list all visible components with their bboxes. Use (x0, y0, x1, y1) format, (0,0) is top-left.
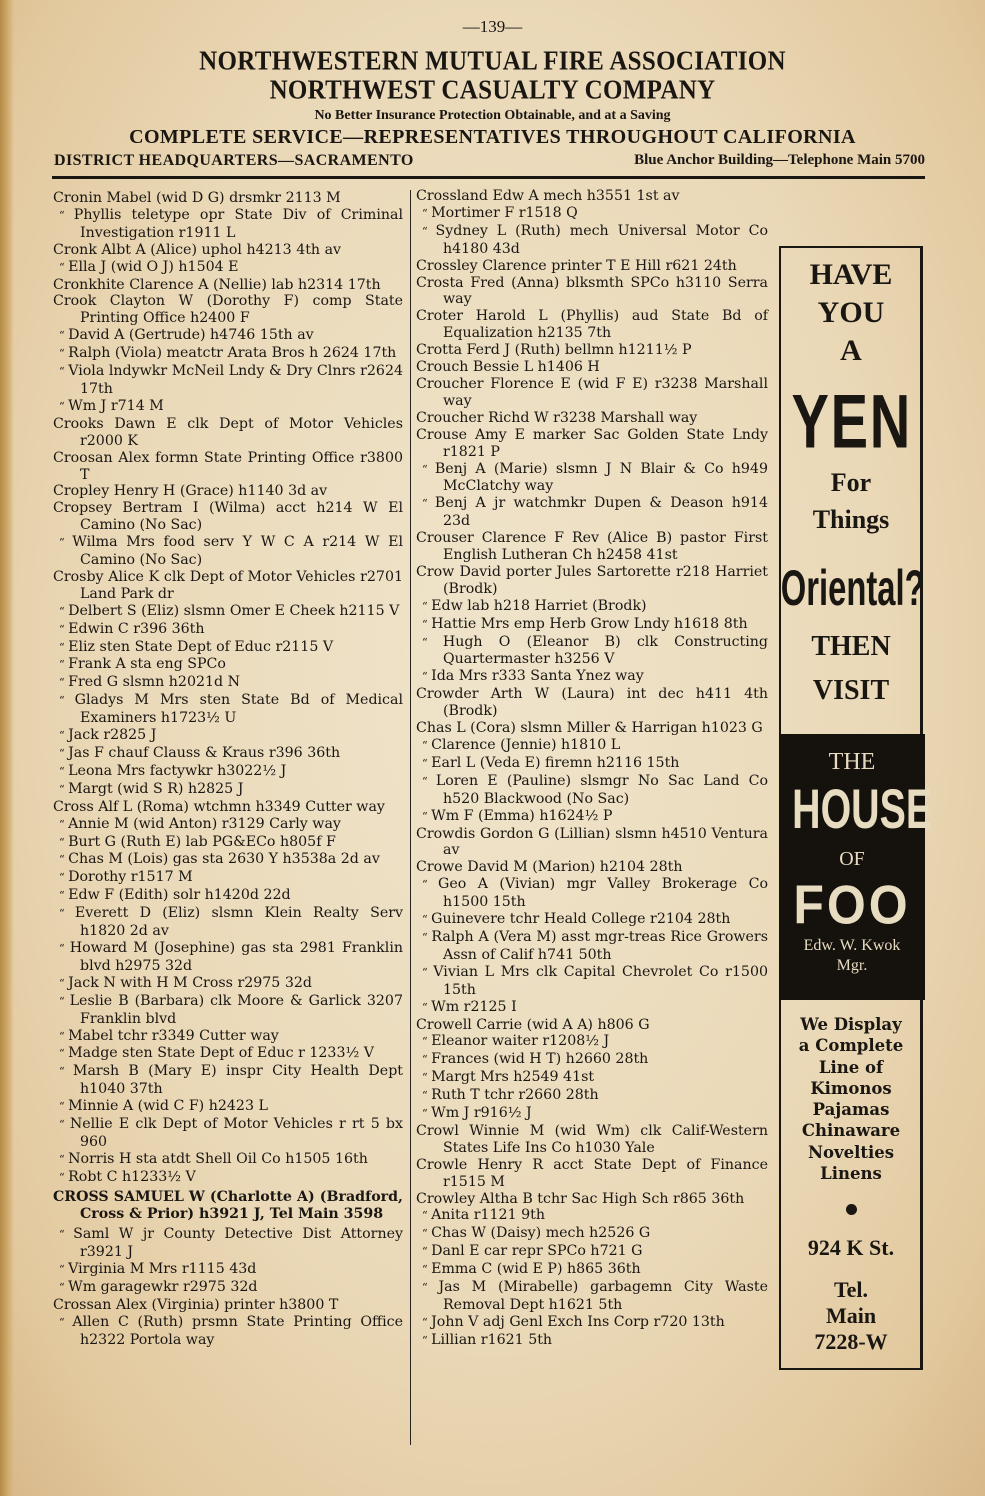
directory-entry-sub: “ Madge sten State Dept of Educ r 1233½ V (53, 1045, 403, 1063)
header-district: DISTRICT HEADQUARTERS—SACRAMENTO (54, 152, 414, 169)
ad-phone-number: 7228-W (814, 1329, 888, 1355)
header-company-1: NORTHWESTERN MUTUAL FIRE ASSOCIATION (199, 46, 786, 77)
ad-display-line: Pajamas (812, 1100, 890, 1120)
ad-for: For (830, 468, 872, 497)
directory-entry-sub: “ Wilma Mrs food serv Y W C A r214 W El Camino (No Sac) (53, 534, 403, 569)
directory-entry: Croter Harold L (Phyllis) aud State Bd of Equalization h2135 7th (416, 308, 768, 342)
bullet-icon (846, 1204, 857, 1215)
ad-foo: FOO (793, 874, 911, 936)
directory-entry: Croosan Alex formn State Printing Office r3800 T (53, 449, 403, 483)
directory-entry: Crooks Dawn E clk Dept of Motor Vehicles r2000 K (53, 415, 403, 449)
ad-of: OF (839, 848, 865, 870)
directory-entry: Crotta Ferd J (Ruth) bellmn h1211½ P (416, 342, 692, 359)
directory-entry: Cropsey Bertram I (Wilma) acct h214 W El Camino (No Sac) (53, 500, 403, 534)
directory-entry-sub: “ Norris H sta atdt Shell Oil Co h1505 16th (53, 1151, 403, 1169)
directory-entry: Crowley Altha B tchr Sac High Sch r865 36th (416, 1190, 745, 1207)
directory-entry-sub: “ Guinevere tchr Heald College r2104 28th (416, 911, 768, 929)
directory-entry-sub: “ Ruth T tchr r2660 28th (416, 1087, 768, 1105)
directory-entry-sub: “ Earl L (Veda E) firemn h2116 15th (416, 755, 768, 773)
directory-entry-sub: “ Saml W jr County Detective Dist Attorney r3921 J (53, 1226, 403, 1261)
directory-entry-sub: “ Burt G (Ruth E) lab PG&ECo h805f F (53, 834, 403, 852)
column-divider (410, 190, 411, 1445)
directory-entry-sub: “ Dorothy r1517 M (53, 869, 403, 887)
directory-entry: Crossan Alex (Virginia) printer h3800 T (53, 1297, 339, 1314)
directory-entry: Crossley Clarence printer T E Hill r621 24th (416, 257, 737, 274)
directory-entry-sub: “ Clarence (Jennie) h1810 L (416, 737, 768, 755)
directory-entry: Cronin Mabel (wid D G) drsmkr 2113 M (53, 190, 341, 206)
directory-entry-sub: “ Robt C h1233½ V (53, 1169, 403, 1187)
directory-entry-sub: “ Eliz sten State Dept of Educ r2115 V (53, 639, 403, 657)
directory-entry: Crook Clayton W (Dorothy F) comp State Printing Office h2400 F (53, 293, 403, 327)
ad-the: THE (828, 749, 876, 775)
ad-a: A (840, 334, 862, 367)
directory-entry-sub: “ Emma C (wid E P) h865 36th (416, 1261, 768, 1279)
directory-entry: Cronkhite Clarence A (Nellie) lab h2314 17th (53, 276, 381, 293)
ad-headline (780, 256, 925, 708)
directory-entry: Crowle Henry R acct State Dept of Finance r1515 M (416, 1156, 768, 1190)
directory-entry-sub: “ Danl E car repr SPCo h721 G (416, 1243, 768, 1261)
directory-entry: Crouser Clarence F Rev (Alice B) pastor First English Lutheran Ch h2458 41st (416, 530, 768, 564)
directory-entry: Crosta Fred (Anna) blksmth SPCo h3110 Serra way (416, 274, 768, 308)
ad-products (781, 1014, 921, 1355)
header-tagline: No Better Insurance Protection Obtainable, and at a Saving (314, 108, 671, 123)
directory-entry-sub: “ Ella J (wid O J) h1504 E (53, 259, 403, 277)
ad-then: THEN (811, 631, 891, 662)
directory-entry-sub: “ Margt Mrs h2549 41st (416, 1069, 768, 1087)
directory-entry-sub: “ Fred G slsmn h2021d N (53, 674, 403, 692)
directory-entry-sub: “ David A (Gertrude) h4746 15th av (53, 327, 403, 345)
directory-entry-sub: “ John V adj Genl Exch Ins Corp r720 13th (416, 1314, 768, 1332)
ad-manager-title: Mgr. (836, 957, 868, 974)
directory-entry-sub: “ Ida Mrs r333 Santa Ynez way (416, 668, 768, 686)
ad-display-line: We Display (800, 1015, 902, 1034)
directory-entry-sub: “ Jas M (Mirabelle) garbagemn City Waste Removal Dept h1621 5th (416, 1279, 768, 1314)
advertisement-house-of-foo (779, 246, 933, 1370)
ad-house: HOUSE (792, 779, 933, 841)
directory-column-left (53, 190, 403, 1349)
directory-entry-sub: “ Edw lab h218 Harriet (Brodk) (416, 598, 768, 616)
directory-entry-sub: “ Virginia M Mrs r1115 43d (53, 1261, 403, 1279)
ad-display-line: Novelties (807, 1142, 895, 1162)
directory-entry-sub: “ Minnie A (wid C F) h2423 L (53, 1098, 403, 1116)
directory-entry-sub: “ Margt (wid S R) h2825 J (53, 781, 403, 799)
ad-things: Things (812, 505, 890, 534)
directory-entry-sub: “ Jack N with H M Cross r2975 32d (53, 975, 403, 993)
directory-entry: Chas L (Cora) slsmn Miller & Harrigan h1023 G (416, 720, 763, 737)
directory-entry-sub: “ Vivian L Mrs clk Capital Chevrolet Co r1500 15th (416, 964, 768, 999)
directory-entry-sub: “ Anita r1121 9th (416, 1207, 768, 1225)
directory-entry: Crow David porter Jules Sartorette r218 Harriet (Brodk) (416, 563, 768, 597)
directory-entry-sub: “ Wm r2125 I (416, 999, 768, 1017)
directory-entry-sub: “ Eleanor waiter r1208½ J (416, 1033, 768, 1051)
ad-you: YOU (817, 296, 885, 329)
ad-tel-label: Tel. (833, 1277, 869, 1303)
directory-column-middle (416, 188, 768, 1350)
directory-entry-sub: “ Mortimer F r1518 Q (416, 205, 768, 223)
directory-entry-sub: “ Wm J r916½ J (416, 1105, 768, 1123)
directory-entry: Crouch Bessie L h1406 H (416, 359, 600, 376)
directory-entry-sub: “ Jas F chauf Clauss & Kraus r396 36th (53, 745, 403, 763)
ad-display-line: a Complete (798, 1036, 904, 1056)
directory-entry-sub: “ Jack r2825 J (53, 727, 403, 745)
directory-entry: Crouse Amy E marker Sac Golden State Lndy r1821 P (416, 426, 768, 460)
directory-entry-sub: “ Chas W (Daisy) mech h2526 G (416, 1225, 768, 1243)
directory-entry-sub: “ Frank A sta eng SPCo (53, 656, 403, 674)
directory-entry: Crowl Winnie M (wid Wm) clk Calif-Western States Life Ins Co h1030 Yale (416, 1122, 768, 1156)
header-address: Blue Anchor Building—Telephone Main 5700 (634, 152, 925, 168)
directory-entry: Cropley Henry H (Grace) h1140 3d av (53, 483, 328, 500)
ad-manager-name: Edw. W. Kwok (803, 937, 901, 954)
directory-entry-sub: “ Edwin C r396 36th (53, 621, 403, 639)
directory-entry: Cross Alf L (Roma) wtchmn h3349 Cutter way (53, 798, 385, 815)
directory-entry: Croucher Florence E (wid F E) r3238 Marshall way (416, 375, 768, 409)
ad-visit: VISIT (812, 675, 890, 706)
ad-display-line: Linens (820, 1164, 882, 1184)
directory-entry: Crossland Edw A mech h3551 1st av (416, 188, 680, 204)
directory-entry-sub: “ Hattie Mrs emp Herb Grow Lndy h1618 8th (416, 616, 768, 634)
directory-entry-sub: “ Gladys M Mrs sten State Bd of Medical Examiners h1723½ U (53, 692, 403, 727)
directory-entry-sub: “ Phyllis teletype opr State Div of Criminal Investigation r1911 L (53, 207, 403, 242)
page-edge-shadow (0, 0, 14, 1496)
directory-entry: Crowder Arth W (Laura) int dec h411 4th (Brodk) (416, 686, 768, 720)
directory-entry-sub: “ Lillian r1621 5th (416, 1332, 768, 1350)
directory-entry: Croucher Richd W r3238 Marshall way (416, 409, 698, 426)
directory-entry-sub: “ Geo A (Vivian) mgr Valley Brokerage Co h1500 15th (416, 876, 768, 911)
directory-entry: Crowe David M (Marion) h2104 28th (416, 859, 683, 876)
ad-display-line: Chinaware (801, 1121, 901, 1141)
directory-entry: Crowdis Gordon G (Lillian) slsmn h4510 Ventura av (416, 825, 768, 859)
directory-entry-sub: “ Loren E (Pauline) slsmgr No Sac Land Co h520 Blackwood (No Sac) (416, 773, 768, 808)
directory-entry-sub: “ Wm F (Emma) h1624½ P (416, 808, 768, 826)
ad-yen: YEN (791, 378, 912, 464)
directory-entry-sub: “ Leona Mrs factywkr h3022½ J (53, 763, 403, 781)
directory-entry-sub: “ Benj A jr watchmkr Dupen & Deason h914 23d (416, 495, 768, 530)
directory-entry-sub: “ Hugh O (Eleanor B) clk Constructing Quartermaster h3256 V (416, 634, 768, 669)
directory-entry-sub: “ Frances (wid H T) h2660 28th (416, 1051, 768, 1069)
directory-entry-sub: “ Viola lndywkr McNeil Lndy & Dry Clnrs r2624 17th (53, 363, 403, 398)
ad-store-name-block (779, 734, 933, 1000)
directory-entry-sub: “ Benj A (Marie) slsmn J N Blair & Co h949 McClatchy way (416, 461, 768, 496)
ad-exchange: Main (825, 1303, 877, 1329)
page-number: —139— (462, 17, 523, 36)
ad-have: HAVE (809, 258, 893, 291)
ad-oriental: Oriental? (780, 559, 925, 616)
directory-entry-sub: “ Leslie B (Barbara) clk Moore & Garlick 3207 Franklin blvd (53, 993, 403, 1028)
directory-entry: Crosby Alice K clk Dept of Motor Vehicles r2701 Land Park dr (53, 568, 403, 602)
directory-entry-sub: “ Wm J r714 M (53, 398, 403, 416)
ad-display-line: Kimonos (810, 1078, 892, 1098)
header-service: COMPLETE SERVICE—REPRESENTATIVES THROUGHOUT CALIFORNIA (129, 126, 856, 148)
directory-entry: Crowell Carrie (wid A A) h806 G (416, 1016, 650, 1033)
directory-entry-sub: “ Ralph A (Vera M) asst mgr-treas Rice Growers Assn of Calif h741 50th (416, 929, 768, 964)
directory-entry-sub: “ Everett D (Eliz) slsmn Klein Realty Serv h1820 2d av (53, 905, 403, 940)
directory-entry-sub: “ Chas M (Lois) gas sta 2630 Y h3538a 2d av (53, 851, 403, 869)
directory-entry-sub: “ Howard M (Josephine) gas sta 2981 Franklin blvd h2975 32d (53, 940, 403, 975)
directory-entry-sub: “ Marsh B (Mary E) inspr City Health Dept h1040 37th (53, 1063, 403, 1098)
directory-entry-sub: “ Sydney L (Ruth) mech Universal Motor Co h4180 43d (416, 223, 768, 258)
directory-entry-sub: “ Mabel tchr r3349 Cutter way (53, 1028, 403, 1046)
directory-entry-sub: “ Delbert S (Eliz) slsmn Omer E Cheek h2115 V (53, 603, 403, 621)
directory-entry-sub: “ Allen C (Ruth) prsmn State Printing Office h2322 Portola way (53, 1314, 403, 1349)
directory-entry-sub: “ Ralph (Viola) meatctr Arata Bros h 2624 17th (53, 345, 403, 363)
directory-entry-sub: “ Edw F (Edith) solr h1420d 22d (53, 887, 403, 905)
header-company-2: NORTHWEST CASUALTY COMPANY (269, 75, 716, 106)
directory-entry-sub: “ Wm garagewkr r2975 32d (53, 1279, 403, 1297)
directory-entry: Cronk Albt A (Alice) uphol h4213 4th av (53, 241, 342, 258)
directory-entry-sub: “ Nellie E clk Dept of Motor Vehicles r rt 5 bx 960 (53, 1116, 403, 1151)
ad-street-address: 924 K St. (807, 1235, 895, 1261)
header-rule (52, 176, 925, 179)
ad-display-line: Line of (818, 1057, 884, 1077)
directory-entry-featured: CROSS SAMUEL W (Charlotte A) (Bradford, Cross & Prior) h3921 J, Tel Main 3598 (53, 1188, 403, 1222)
directory-entry-sub: “ Annie M (wid Anton) r3129 Carly way (53, 816, 403, 834)
